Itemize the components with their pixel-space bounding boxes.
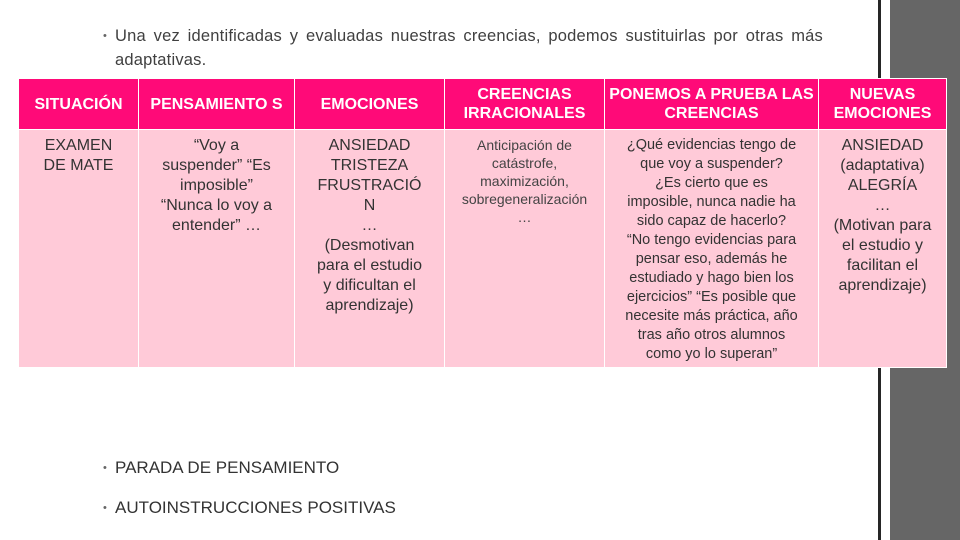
header-nuevas-emociones: NUEVAS EMOCIONES <box>819 79 947 130</box>
cell-situacion: EXAMEN DE MATE <box>19 130 139 368</box>
header-pensamientos: PENSAMIENTO S <box>139 79 295 130</box>
cell-pensamientos: “Voy a suspender” “Es imposible” “Nunca lo voy a entender” … <box>139 130 295 368</box>
header-situacion: SITUACIÓN <box>19 79 139 130</box>
table-header-row <box>19 79 947 130</box>
cell-prueba: ¿Qué evidencias tengo de que voy a suspender? ¿Es cierto que es imposible, nunca nadie ha sido capaz de hacerlo? “No tengo evidencias para pensar eso, además he estudiado y hago bien los ejercicios” “Es posible que necesite más práctica, año tras año otros alumnos como yo lo superan” <box>605 130 819 368</box>
bullet-icon: • <box>103 462 107 474</box>
list-item-label: AUTOINSTRUCCIONES POSITIVAS <box>115 498 396 517</box>
cell-emociones: ANSIEDAD TRISTEZA FRUSTRACIÓ N … (Desmotivan para el estudio y dificultan el aprendizaje) <box>295 130 445 368</box>
cell-nuevas-emociones: ANSIEDAD (adaptativa) ALEGRÍA … (Motivan para el estudio y facilitan el aprendizaje) <box>819 130 947 368</box>
intro-text: Una vez identificadas y evaluadas nuestras creencias, podemos sustituirlas por otras más adaptativas. <box>115 27 823 69</box>
list-item <box>103 456 396 496</box>
list-item-label: PARADA DE PENSAMIENTO <box>115 458 340 477</box>
intro-paragraph <box>103 24 823 72</box>
cell-creencias: Anticipación de catástrofe, maximización, sobregeneralización … <box>445 130 605 368</box>
beliefs-table <box>18 78 947 368</box>
technique-list <box>103 456 396 536</box>
header-creencias: CREENCIAS IRRACIONALES <box>445 79 605 130</box>
bullet-icon: • <box>103 30 108 42</box>
header-emociones: EMOCIONES <box>295 79 445 130</box>
table-row <box>19 130 947 368</box>
list-item <box>103 496 396 536</box>
header-prueba: PONEMOS A PRUEBA LAS CREENCIAS <box>605 79 819 130</box>
bullet-icon: • <box>103 502 107 514</box>
